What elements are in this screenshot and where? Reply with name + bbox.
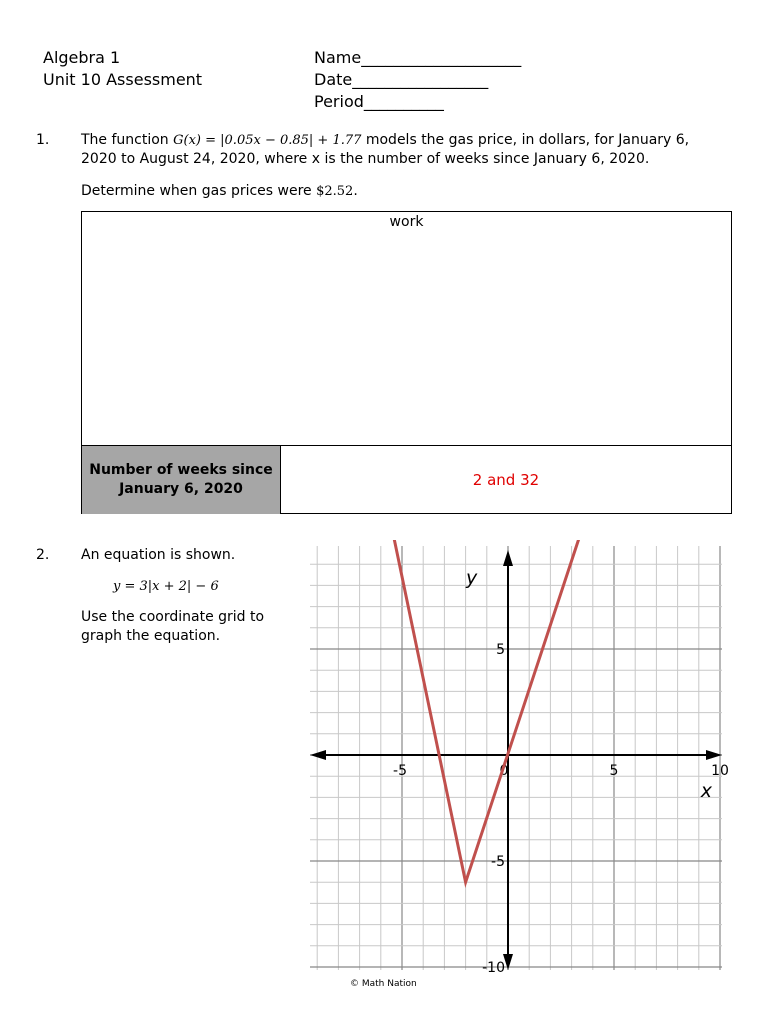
credit-label: © Math Nation <box>350 979 417 989</box>
name-field[interactable]: Name____________________ <box>314 48 522 67</box>
coordinate-grid[interactable] <box>300 540 730 990</box>
y-tick-label: -5 <box>491 854 505 870</box>
work-box[interactable] <box>81 211 732 514</box>
x-axis-label: x <box>700 780 712 802</box>
question-2-number: 2. <box>36 547 50 563</box>
graph-line <box>384 540 595 882</box>
function-expression: G(x) = |0.05x − 0.85| + 1.77 <box>173 133 362 148</box>
question-2-equation: y = 3|x + 2| − 6 <box>113 579 219 594</box>
question-1-text-line1: The function G(x) = |0.05x − 0.85| + 1.77 models the gas price, in dollars, for January 6, <box>81 132 690 148</box>
question-1-number: 1. <box>36 132 50 148</box>
x-tick-label: 10 <box>711 763 729 779</box>
question-1-prompt: Determine when gas prices were $2.52. <box>81 183 358 199</box>
work-label: work <box>389 214 424 230</box>
y-tick-label: -10 <box>482 960 505 976</box>
x-tick-label: -5 <box>393 763 407 779</box>
y-tick-label: 5 <box>496 642 505 658</box>
course-title: Algebra 1 <box>43 48 121 67</box>
period-field[interactable]: Period__________ <box>314 92 444 111</box>
y-axis-label: y <box>466 567 478 589</box>
x-axis-left-arrow <box>310 750 326 760</box>
grid-lines <box>310 546 722 970</box>
unit-title: Unit 10 Assessment <box>43 70 203 89</box>
question-2-intro: An equation is shown. <box>81 547 236 563</box>
answer-row <box>82 445 731 514</box>
question-1-text-line2: 2020 to August 24, 2020, where x is the number of weeks since January 6, 2020. <box>81 151 650 167</box>
answer-label: Number of weeks since January 6, 2020 <box>82 446 281 514</box>
y-axis-up-arrow <box>503 550 513 566</box>
answer-value[interactable]: 2 and 32 <box>472 471 540 489</box>
question-2-instruction: Use the coordinate grid to graph the equation. <box>81 609 265 644</box>
date-field[interactable]: Date_________________ <box>314 70 489 89</box>
x-tick-label: 5 <box>609 763 619 779</box>
x-tick-label: 0 <box>499 763 509 779</box>
